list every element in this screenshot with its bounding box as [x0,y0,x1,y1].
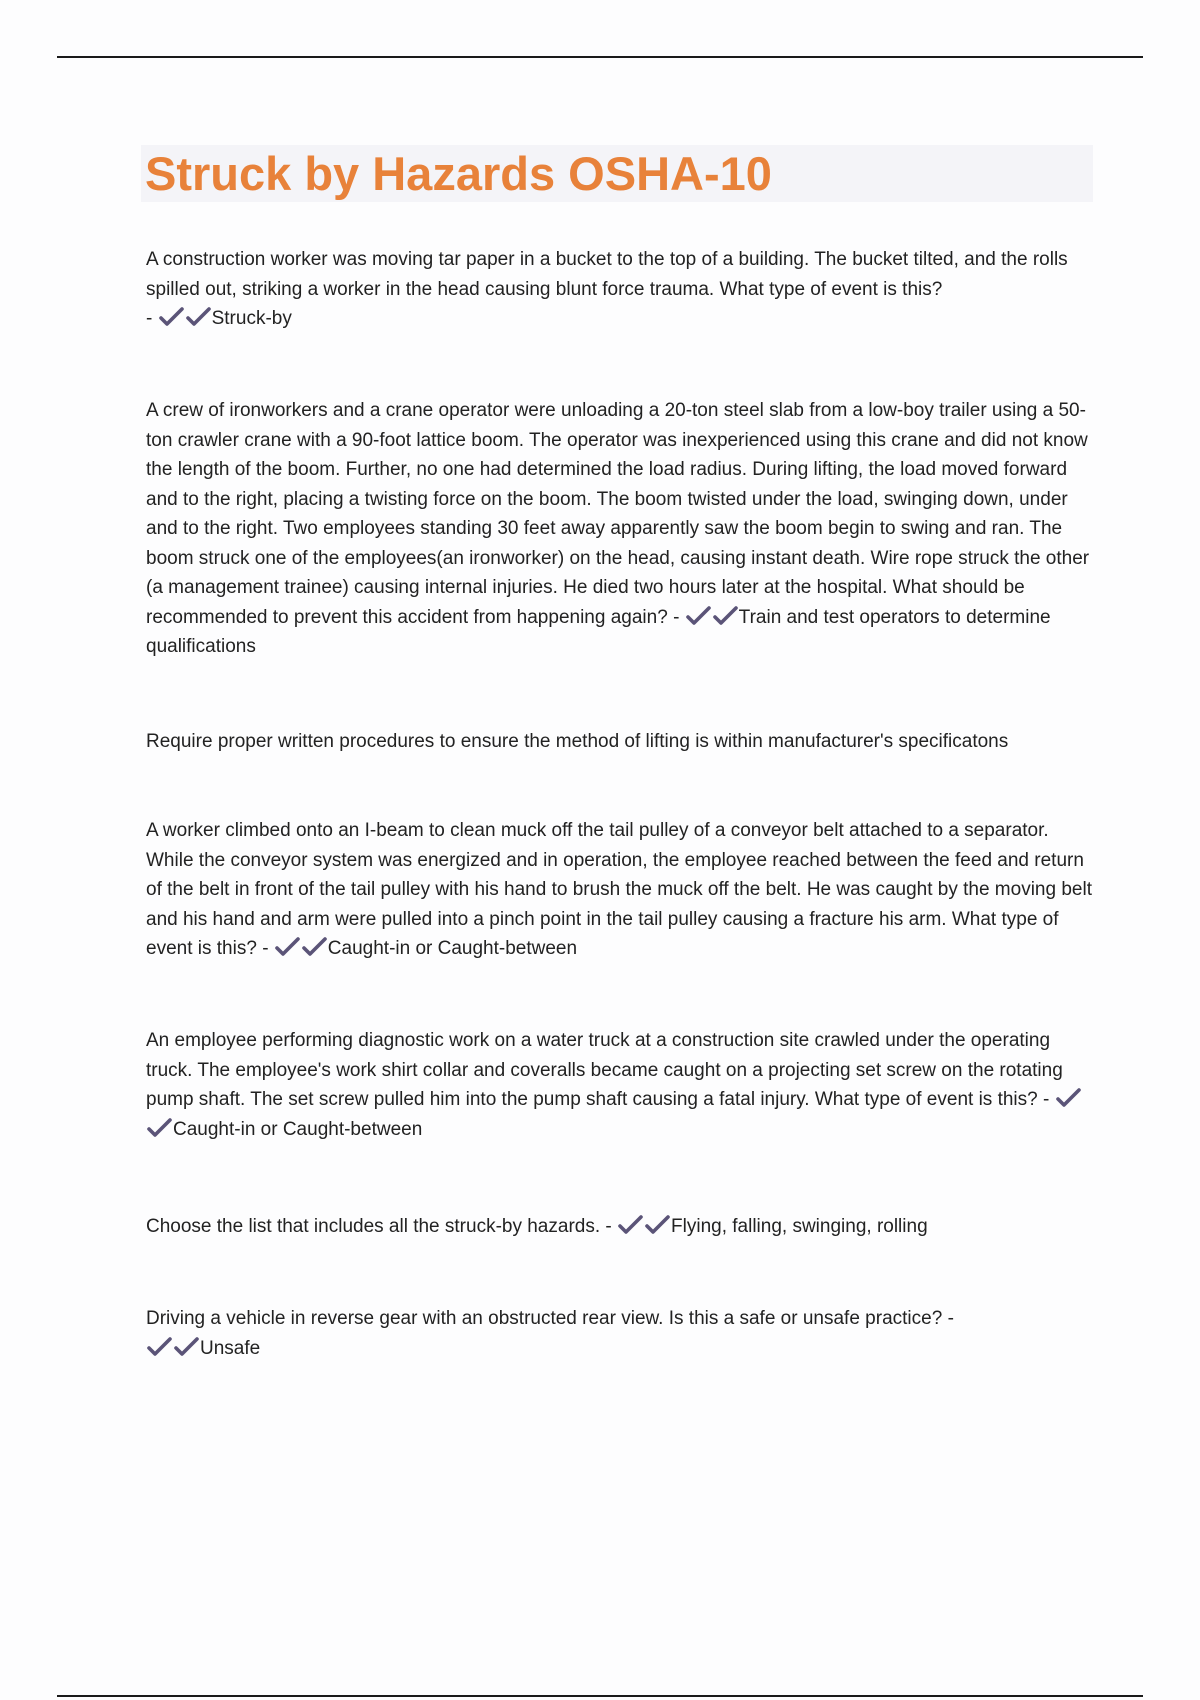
qa-item-6 [146,1304,1096,1363]
check-icon [617,1214,644,1236]
answer-text: Flying, falling, swinging, rolling [671,1216,928,1237]
separator: - [1042,1089,1050,1110]
check-icon [712,605,739,627]
qa-item-5 [146,1212,1096,1242]
qa-item-2 [146,396,1096,662]
question-text: Driving a vehicle in reverse gear with an obstructed rear view. Is this a safe or unsafe practice? [146,1308,943,1329]
check-icon [274,936,301,958]
separator: - [262,938,269,959]
separator: - [146,308,153,329]
separator: - [673,606,680,628]
check-icon [173,1336,200,1358]
answer-text: Train and test operators to determine qualifications [146,606,1051,657]
check-icon [185,306,212,328]
question-text: An employee performing diagnostic work on a water truck at a construction site crawled under the operating truck. The employee's work shirt collar and coveralls became caught on a projecting set screw on the rotating pump shaft. The set screw pulled him into the pump shaft causing a fatal injury. What type of event is this? [146,1030,1063,1110]
answer-text: Unsafe [200,1337,261,1359]
check-icon [685,605,712,627]
answer-text: Caught-in or Caught-between [327,938,578,959]
check-icon [158,306,185,328]
page-title: Struck by Hazards OSHA-10 [145,147,772,200]
answer-text: Require proper written procedures to ensure the method of lifting is within manufacturer's specificatons [146,731,1009,752]
question-text: A construction worker was moving tar paper in a bucket to the top of a building. The bucket tilted, and the rolls spilled out, striking a worker in the head causing blunt force trauma. What type of event is this? [146,249,1068,300]
separator: - [947,1308,954,1329]
question-text: A worker climbed onto an I-beam to clean muck off the tail pulley of a conveyor belt attached to a separator. While the conveyor system was energized and in operation, the employee reached between the feed and return of the belt in front of the tail pulley with his hand to brush the muck off the belt. He was caught by the moving belt and his hand and arm were pulled into a pinch point in the tail pulley causing a fracture his arm. What type of event is this? [146,820,1092,959]
qa-item-1 [146,245,1096,334]
question-text: Choose the list that includes all the struck-by hazards. [146,1216,601,1237]
bottom-rule [57,1695,1143,1697]
answer-text: Caught-in or Caught-between [173,1118,423,1140]
check-icon [1055,1087,1082,1109]
qa-item-3 [146,816,1096,964]
check-icon [644,1214,671,1236]
answer-text: Struck-by [211,308,292,329]
check-icon [301,936,328,958]
question-text: A crew of ironworkers and a crane operator were unloading a 20-ton steel slab from a low-boy trailer using a 50-ton crawler crane with a 90-foot lattice boom. The operator was inexperienced using this crane and did not know the length of the boom. Further, no one had determined the load radius. During lifting, the load moved forward and to the right, placing a twisting force on the boom. The boom twisted under the load, swinging down, under and to the right. Two employees standing 30 feet away apparently saw the boom begin to swing and ran. The boom struck one of the employees(an ironworker) on the head, causing instant death. Wire rope struck the other (a management trainee) causing internal injuries. He died two hours later at the hospital. What should be recommended to prevent this accident from happening again? [146,400,1090,628]
qa-item-2-answer-extra [146,727,1096,757]
separator: - [605,1216,612,1237]
qa-item-4 [146,1026,1096,1144]
check-icon [146,1117,173,1139]
check-icon [146,1336,173,1358]
top-rule [57,56,1143,58]
